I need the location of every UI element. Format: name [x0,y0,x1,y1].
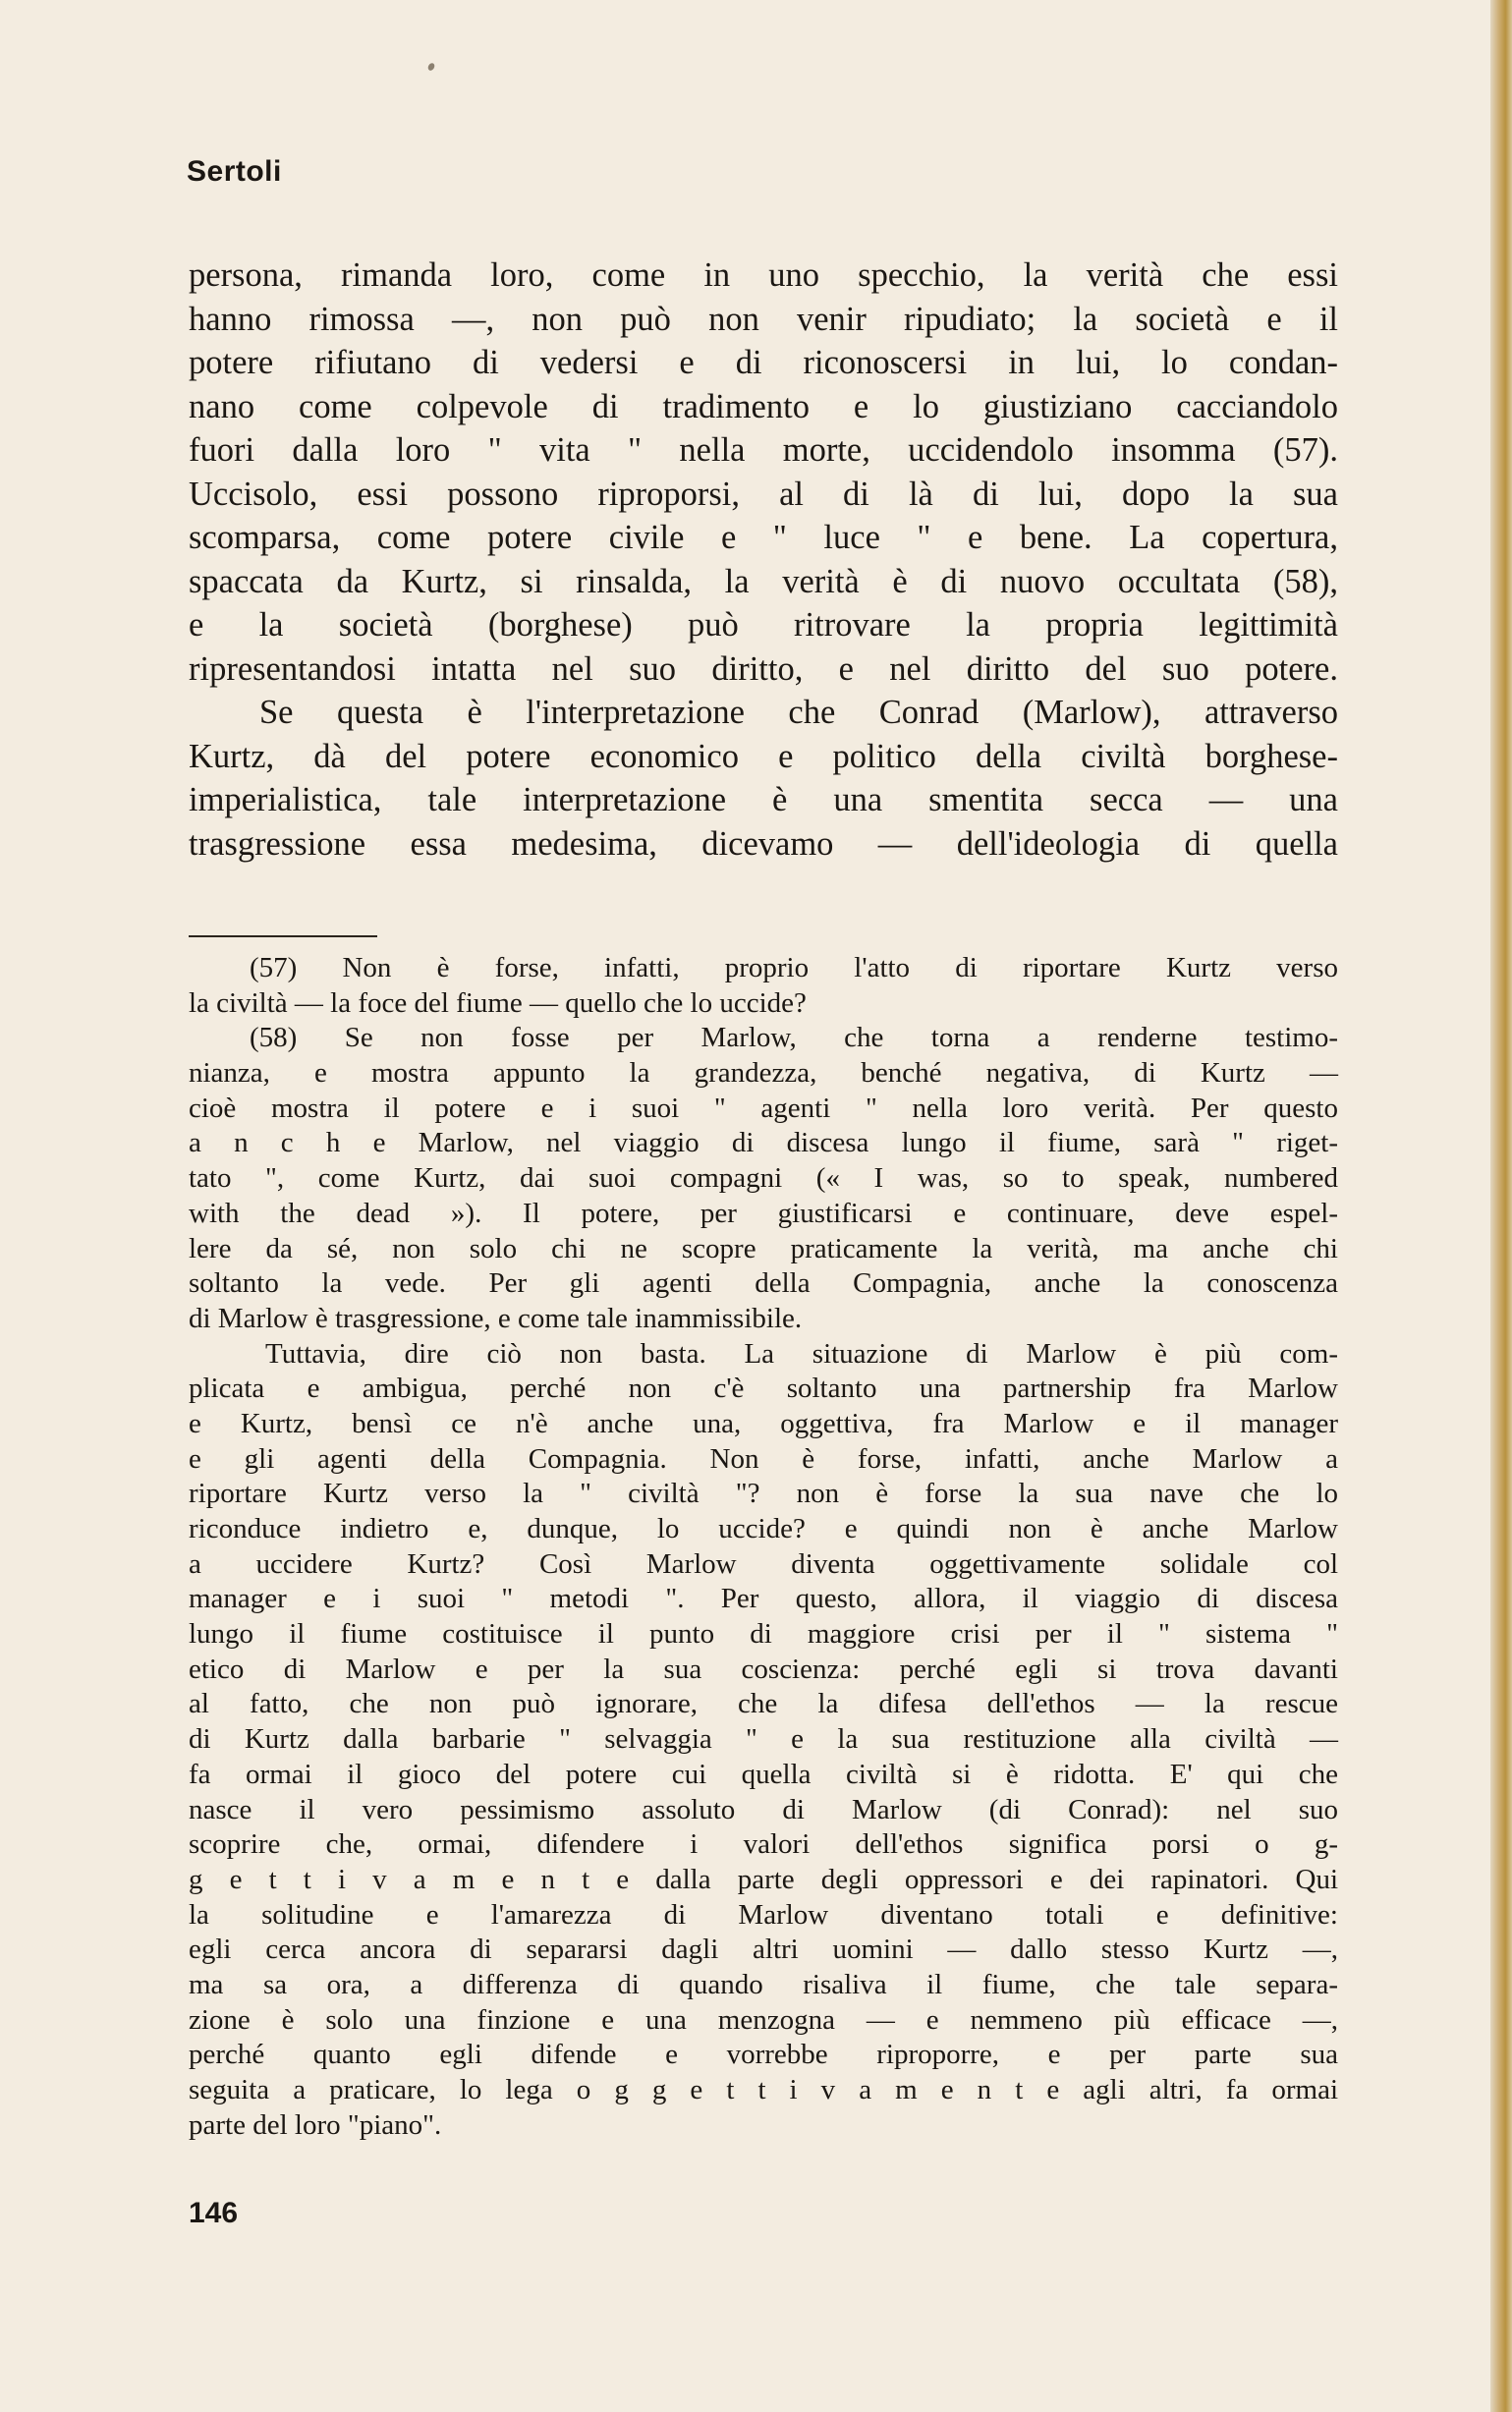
ink-speck [426,62,435,72]
footnote-line: plicata e ambigua, perché non c'è soltanto una partnership fra Marlow [189,1373,1338,1405]
footnote-line: la solitudine e l'amarezza di Marlow diventano totali e definitive: [189,1898,1338,1931]
text-line: nano come colpevole di tradimento e lo giustiziano cacciandolo [189,387,1338,425]
footnote-line: e gli agenti della Compagnia. Non è forse, infatti, anche Marlow a [189,1442,1338,1475]
footnote-line: fa ormai il gioco del potere cui quella civiltà si è ridotta. E' qui che [189,1758,1338,1790]
text-line: imperialistica, tale interpretazione è una smentita secca — una [189,781,1338,818]
footnote-line: soltanto la vede. Per gli agenti della Compagnia, anche la conoscenza [189,1267,1338,1300]
text-line: hanno rimossa —, non può non venir ripudiato; la società e il [189,300,1338,338]
footnote-line: seguita a praticare, lo lega o g g e t t i v a m e n t e agli altri, fa ormai [189,2074,1338,2105]
footnote-line: di Marlow è trasgressione, e come tale inammissibile. [189,1302,803,1334]
main-text [189,253,1338,866]
text-line: fuori dalla loro " vita " nella morte, uccidendolo insomma (57). [189,431,1338,469]
text-line: Uccisolo, essi possono riproporsi, al di là di lui, dopo la sua [189,475,1338,513]
footnote-line: scoprire che, ormai, difendere i valori dell'ethos significa porsi o g- [189,1828,1338,1861]
footnote-line: perché quanto egli difende e vorrebbe riproporre, e per parte sua [189,2039,1338,2071]
text-line: e la società (borghese) può ritrovare la propria legittimità [189,606,1338,644]
footnote-line: riportare Kurtz verso la " civiltà "? non è forse la sua nave che lo [189,1478,1338,1510]
footnote-line: a n c h e Marlow, nel viaggio di discesa lungo il fiume, sarà " riget- [189,1127,1338,1159]
footnote-line: g e t t i v a m e n t e dalla parte degli oppressori e dei rapinatori. Qui [189,1863,1338,1895]
text-line: potere rifiutano di vedersi e di riconoscersi in lui, lo condan- [189,344,1338,381]
text-line: persona, rimanda loro, come in uno specchio, la verità che essi [189,256,1338,294]
footnote-line: cioè mostra il potere e i suoi " agenti " nella loro verità. Per questo [189,1092,1338,1124]
footnote-line: di Kurtz dalla barbarie " selvaggia " e la sua restituzione alla civiltà — [189,1723,1338,1756]
footnote-line: lungo il fiume costituisce il punto di maggiore crisi per il " sistema " [189,1618,1338,1651]
footnote-line: riconduce indietro e, dunque, lo uccide? e quindi non è anche Marlow [189,1513,1338,1544]
footnote-line: (58) Se non fosse per Marlow, che torna a renderne testimo- [250,1022,1338,1054]
page-edge [1490,0,1512,2412]
text-line: Se questa è l'interpretazione che Conrad (Marlow), attraverso [259,694,1338,731]
footnote-line: with the dead »). Il potere, per giustificarsi e continuare, deve espel- [189,1197,1338,1229]
running-head: Sertoli [187,155,282,188]
footnote-line: etico di Marlow e per la sua coscienza: perché egli si trova davanti [189,1653,1338,1685]
footnote-line: Tuttavia, dire ciò non basta. La situazione di Marlow è più com- [265,1337,1338,1370]
footnote-line: parte del loro "piano". [189,2108,442,2141]
page-number: 146 [189,2197,239,2229]
text-line: scomparsa, come potere civile e " luce " e bene. La copertura, [189,519,1338,556]
footnote-line: egli cerca ancora di separarsi dagli altri uomini — dallo stesso Kurtz —, [189,1934,1338,1966]
footnote-line: zione è solo una finzione e una menzogna — e nemmeno più efficace —, [189,2003,1338,2036]
text-line: ripresentandosi intatta nel suo diritto, e nel diritto del suo potere. [189,649,1338,688]
footnote-rule [189,935,377,937]
footnote-line: al fatto, che non può ignorare, che la difesa dell'ethos — la rescue [189,1688,1338,1720]
footnote-line: lere da sé, non solo chi ne scopre praticamente la verità, ma anche chi [189,1232,1338,1264]
text-line: Kurtz, dà del potere economico e politico della civiltà borghese- [189,737,1338,775]
footnote-line: nasce il vero pessimismo assoluto di Marlow (di Conrad): nel suo [189,1793,1338,1825]
footnote-line: e Kurtz, bensì ce n'è anche una, oggettiva, fra Marlow e il manager [189,1407,1338,1439]
text-line: trasgressione essa medesima, dicevamo — dell'ideologia di quella [189,824,1338,863]
text-line: spaccata da Kurtz, si rinsalda, la verità è di nuovo occultata (58), [189,562,1338,600]
footnote-line: a uccidere Kurtz? Così Marlow diventa oggettivamente solidale col [189,1547,1338,1580]
footnote-line: (57) Non è forse, infatti, proprio l'atto di riportare Kurtz verso [250,952,1338,983]
footnotes [189,951,1338,2143]
footnote-line: manager e i suoi " metodi ". Per questo, allora, il viaggio di discesa [189,1583,1338,1615]
footnote-line: la civiltà — la foce del fiume — quello che lo uccide? [189,986,807,1019]
footnote-line: tato ", come Kurtz, dai suoi compagni (« I was, so to speak, numbered [189,1162,1338,1195]
footnote-line: ma sa ora, a differenza di quando risaliva il fiume, che tale separa- [189,1968,1338,2000]
footnote-line: nianza, e mostra appunto la grandezza, benché negativa, di Kurtz — [189,1057,1338,1090]
